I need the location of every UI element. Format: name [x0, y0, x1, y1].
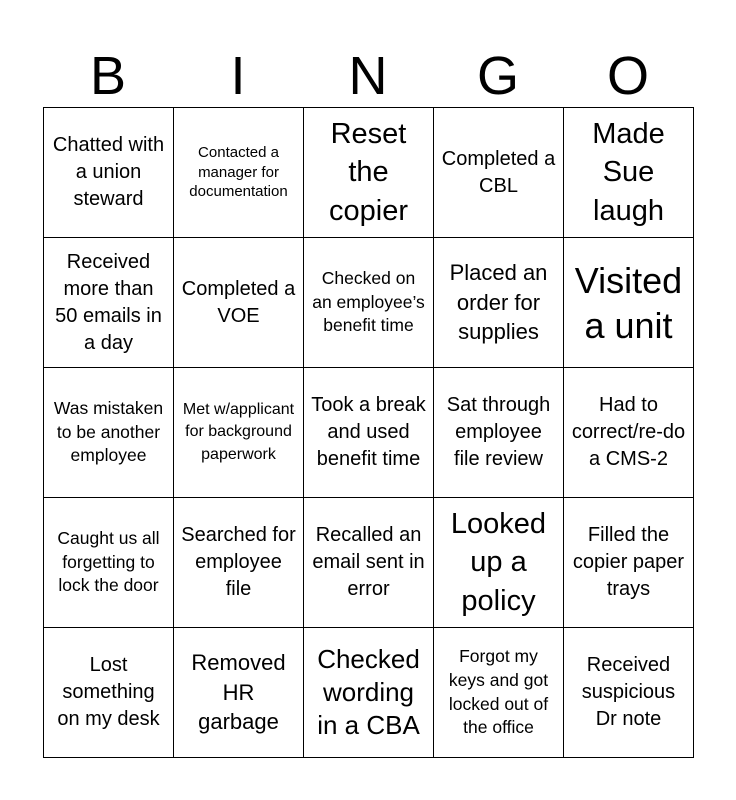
- cell-text: Looked up a policy: [450, 508, 547, 617]
- bingo-cell-r4-c4[interactable]: [434, 498, 564, 628]
- bingo-cell-r3-c2[interactable]: [174, 368, 304, 498]
- cell-text: Was mistaken to be another employee: [53, 398, 164, 466]
- bingo-cell-r1-c2[interactable]: [174, 108, 304, 238]
- bingo-cell-r1-c4[interactable]: [434, 108, 564, 238]
- cell-text: Completed a CBL: [441, 147, 556, 197]
- bingo-cell-r2-c3[interactable]: [304, 238, 434, 368]
- bingo-cell-r2-c1[interactable]: [44, 238, 174, 368]
- header-letter-n: N: [348, 46, 388, 106]
- bingo-cell-r2-c5[interactable]: [564, 238, 694, 368]
- header-letter-i: I: [230, 46, 246, 106]
- cell-text: Caught us all forgetting to lock the door: [57, 528, 160, 596]
- bingo-cell-r1-c5[interactable]: [564, 108, 694, 238]
- cell-text: Forgot my keys and got locked out of the office: [448, 646, 549, 738]
- bingo-cell-r4-c1[interactable]: [44, 498, 174, 628]
- cell-text: Lost something on my desk: [57, 654, 160, 730]
- cell-text: Searched for employee file: [181, 524, 296, 600]
- bingo-cell-r1-c1[interactable]: [44, 108, 174, 238]
- cell-text: Had to correct/re-do a CMS-2: [571, 394, 686, 470]
- cell-text: Placed an order for supplies: [449, 259, 548, 345]
- bingo-cell-r3-c3[interactable]: [304, 368, 434, 498]
- bingo-grid: [43, 107, 694, 758]
- bingo-cell-r4-c3[interactable]: [304, 498, 434, 628]
- header-letter-b: B: [89, 46, 127, 106]
- header-letter-o: O: [606, 46, 649, 106]
- bingo-cell-r2-c4[interactable]: [434, 238, 564, 368]
- cell-text: Met w/applicant for background paperwork: [182, 400, 295, 463]
- cell-text: Contacted a manager for documentation: [189, 143, 288, 201]
- cell-text: Recalled an email sent in error: [312, 524, 425, 600]
- cell-text: Made Sue laugh: [592, 118, 665, 227]
- cell-text: Removed HR garbage: [191, 649, 286, 735]
- bingo-cell-r3-c4[interactable]: [434, 368, 564, 498]
- cell-text: Received suspicious Dr note: [581, 654, 676, 730]
- bingo-cell-r5-c5[interactable]: [564, 628, 694, 758]
- bingo-cell-r1-c3[interactable]: [304, 108, 434, 238]
- bingo-cell-r3-c5[interactable]: [564, 368, 694, 498]
- bingo-cell-r4-c2[interactable]: [174, 498, 304, 628]
- cell-text: Received more than 50 emails in a day: [55, 250, 162, 354]
- bingo-cell-r3-c1[interactable]: [44, 368, 174, 498]
- header-letter-g: G: [476, 46, 519, 106]
- cell-text: Chatted with a union steward: [52, 134, 165, 210]
- cell-text: Reset the copier: [329, 118, 408, 227]
- bingo-cell-r5-c2[interactable]: [174, 628, 304, 758]
- bingo-header: [43, 44, 693, 108]
- cell-text: Filled the copier paper trays: [572, 524, 685, 600]
- bingo-cell-r5-c3[interactable]: [304, 628, 434, 758]
- cell-text: Checked on an employee’s benefit time: [312, 268, 425, 336]
- bingo-cell-r5-c1[interactable]: [44, 628, 174, 758]
- bingo-cell-r4-c5[interactable]: [564, 498, 694, 628]
- cell-text: Completed a VOE: [181, 277, 296, 327]
- cell-text: Sat through employee file review: [446, 394, 551, 470]
- cell-text: Took a break and used benefit time: [311, 394, 426, 470]
- bingo-cell-r5-c4[interactable]: [434, 628, 564, 758]
- bingo-cell-r2-c2[interactable]: [174, 238, 304, 368]
- cell-text: Checked wording in a CBA: [317, 643, 420, 741]
- cell-text: Visited a unit: [574, 259, 683, 346]
